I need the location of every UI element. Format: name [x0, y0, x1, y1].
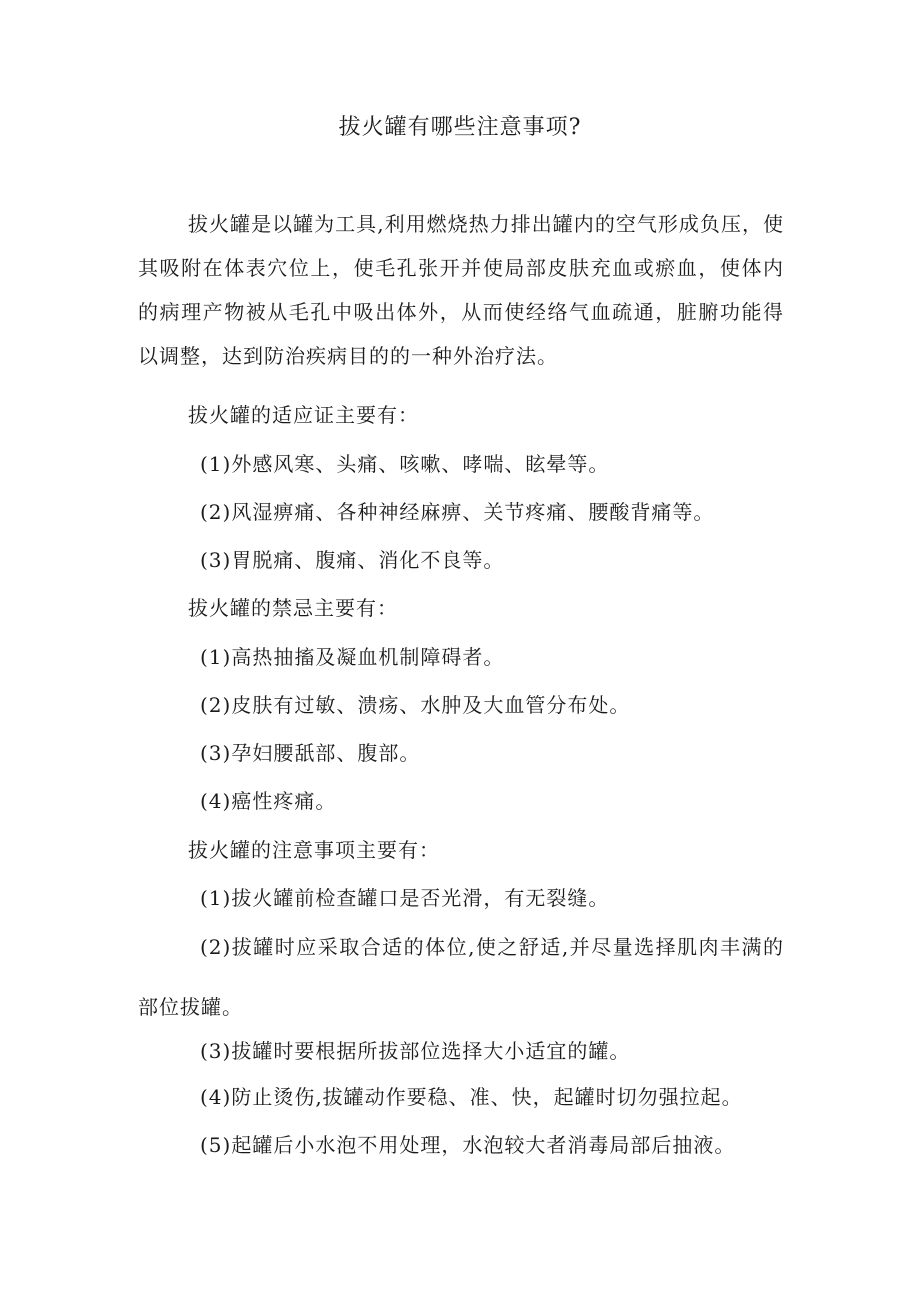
precaution-item-1: (1)拔火罐前检查罐口是否光滑，有无裂缝。: [200, 886, 610, 910]
document-title: 拔火罐有哪些注意事项?: [338, 115, 582, 140]
intro-paragraph: 拔火罐是以罐为工具,利用燃烧热力排出罐内的空气形成负压，使其吸附在体表穴位上，使毛孔张开并使局部皮肤充血或瘀血，使体内的病理产物被从毛孔中吸出体外，从而使经络气血疏通，脏腑功能得以调整，达到防治疾病目的的一种外治疗法。: [138, 212, 784, 368]
indication-item-1: (1)外感风寒、头痛、咳嗽、哮喘、眩晕等。: [200, 452, 610, 476]
contraindication-item-3: (3)孕妇腰舐部、腹部。: [200, 741, 421, 765]
precaution-item-3: (3)拔罐时要根据所拔部位选择大小适宜的罐。: [200, 1039, 631, 1063]
contraindication-item-1: (1)高热抽搐及凝血机制障碍者。: [200, 645, 505, 669]
contraindication-item-4: (4)癌性疼痛。: [200, 789, 337, 813]
precaution-item-4: (4)防止烫伤,拔罐动作要稳、准、快，起罐时切勿强拉起。: [200, 1085, 743, 1109]
indication-item-3: (3)胃脱痛、腹痛、消化不良等。: [200, 548, 505, 572]
contraindication-item-2: (2)皮肤有过敏、溃疡、水肿及大血管分布处。: [200, 693, 631, 717]
indication-item-2: (2)风湿痹痛、各种神经麻痹、关节疼痛、腰酸背痛等。: [200, 500, 715, 524]
precaution-item-2: (2)拔罐时应采取合适的体位,使之舒适,并尽量选择肌肉丰满的部位拔罐。: [138, 935, 784, 1019]
contraindications-heading: 拔火罐的禁忌主要有：: [188, 596, 398, 620]
precaution-item-5: (5)起罐后小水泡不用处理，水泡较大者消毒局部后抽液。: [200, 1133, 736, 1157]
indications-heading: 拔火罐的适应证主要有：: [188, 403, 419, 427]
precautions-heading: 拔火罐的注意事项主要有：: [188, 838, 440, 862]
